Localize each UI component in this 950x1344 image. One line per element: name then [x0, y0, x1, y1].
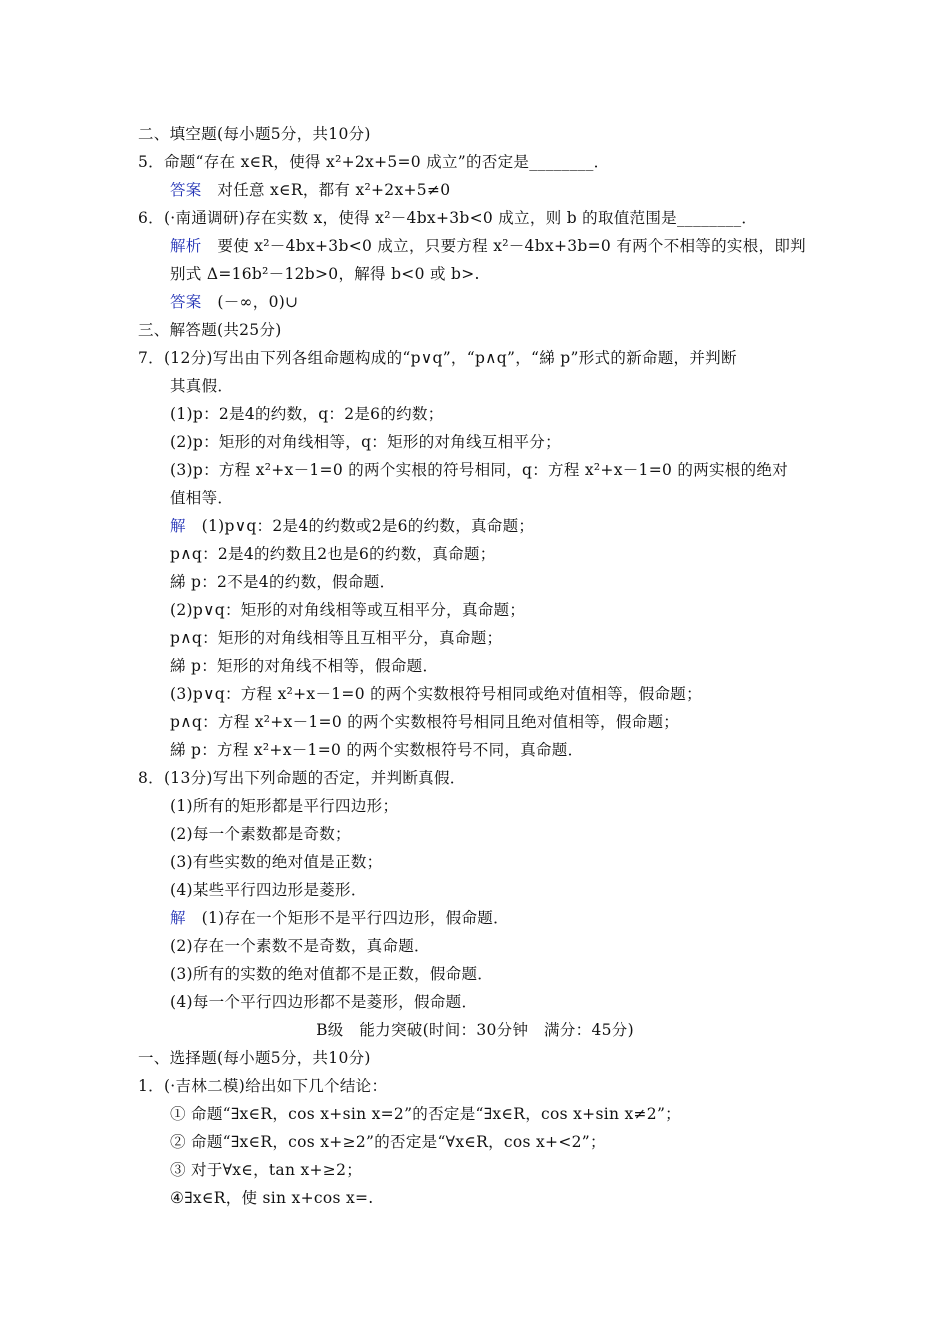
section-heading-solve: 三、解答题(共25分) [138, 321, 282, 339]
solution-7-line: p∧q：矩形的对角线相等且互相平分，真命题； [170, 629, 503, 647]
solution-8-line: (4)每一个平行四边形都不是菱形，假命题． [170, 993, 478, 1011]
question-7-cont: 其真假． [170, 377, 234, 395]
section-heading-choice: 一、选择题(每小题5分，共10分) [138, 1049, 371, 1067]
solution-8-line: (3)所有的实数的绝对值都不是正数，假命题． [170, 965, 494, 983]
conclusion-3: ③ 对于∀x∈，tan x+≥2； [170, 1161, 363, 1179]
solution-8-line: (2)存在一个素数不是奇数，真命题． [170, 937, 430, 955]
answer-5: 答案 对任意 x∈R，都有 x²+2x+5≠0 [170, 181, 451, 199]
solution-7: 解 (1)p∨q：2是4的约数或2是6的约数，真命题； [170, 517, 535, 535]
question-8-item-3: (3)有些实数的绝对值是正数； [170, 853, 383, 871]
solution-label: 解 [170, 909, 186, 927]
solution-7-line: p∧q：2是4的约数且2也是6的约数，真命题； [170, 545, 496, 563]
conclusion-1: ① 命题“∃x∈R，cos x+sin x=2”的否定是“∃x∈R，cos x+sin x≠2”； [170, 1105, 681, 1123]
answer-label: 答案 [170, 293, 202, 311]
answer-6: 答案 (－∞，0)∪ [170, 293, 299, 311]
analysis-6: 解析 要使 x²－4bx+3b<0 成立，只要方程 x²－4bx+3b=0 有两个不相等的实根，即判 [170, 237, 806, 255]
solution-7-line: (2)p∨q：矩形的对角线相等或互相平分，真命题； [170, 601, 526, 619]
analysis-6-cont: 别式 Δ=16b²－12b>0，解得 b<0 或 b>. [170, 265, 480, 283]
solution-7-line: 綈 p：2不是4的约数，假命题． [170, 573, 396, 591]
solution-7-line: p∧q：方程 x²+x－1=0 的两个实数根符号相同且绝对值相等，假命题； [170, 713, 680, 731]
question-8-item-2: (2)每一个素数都是奇数； [170, 825, 351, 843]
level-b-heading: B级 能力突破(时间：30分钟 满分：45分) [316, 1021, 634, 1039]
question-7-item-3-cont: 值相等． [170, 489, 234, 507]
solution-8: 解 (1)存在一个矩形不是平行四边形，假命题． [170, 909, 509, 927]
question-8-item-1: (1)所有的矩形都是平行四边形； [170, 797, 399, 815]
answer-label: 答案 [170, 181, 202, 199]
analysis-label: 解析 [170, 237, 202, 255]
question-7-item-3: (3)p：方程 x²+x－1=0 的两个实根的符号相同，q：方程 x²+x－1=0 的两实根的绝对 [170, 461, 788, 479]
question-7-item-2: (2)p：矩形的对角线相等，q：矩形的对角线互相平分； [170, 433, 561, 451]
question-7: 7．(12分)写出由下列各组命题构成的“p∨q”，“p∧q”，“綈 p”形式的新命题，并判断 [138, 349, 737, 367]
solution-label: 解 [170, 517, 186, 535]
question-6: 6．(·南通调研)存在实数 x，使得 x²－4bx+3b<0 成立，则 b 的取值范围是________． [138, 209, 758, 227]
solution-7-line: (3)p∨q：方程 x²+x－1=0 的两个实数根符号相同或绝对值相等，假命题； [170, 685, 702, 703]
conclusion-2: ② 命题“∃x∈R，cos x+≥2”的否定是“∀x∈R，cos x+<2”； [170, 1133, 606, 1151]
question-7-item-1: (1)p：2是4的约数，q：2是6的约数； [170, 405, 444, 423]
question-8-item-4: (4)某些平行四边形是菱形． [170, 881, 367, 899]
solution-7-line: 綈 p：矩形的对角线不相等，假命题． [170, 657, 439, 675]
question-8: 8．(13分)写出下列命题的否定，并判断真假． [138, 769, 466, 787]
conclusion-4: ④∃x∈R，使 sin x+cos x=. [170, 1189, 374, 1207]
question-b1: 1．(·吉林二模)给出如下几个结论： [138, 1077, 388, 1095]
section-heading-fill-blank: 二、填空题(每小题5分，共10分) [138, 125, 371, 143]
solution-7-line: 綈 p：方程 x²+x－1=0 的两个实数根符号不同，真命题． [170, 741, 584, 759]
question-5: 5．命题“存在 x∈R，使得 x²+2x+5=0 成立”的否定是________． [138, 153, 610, 171]
